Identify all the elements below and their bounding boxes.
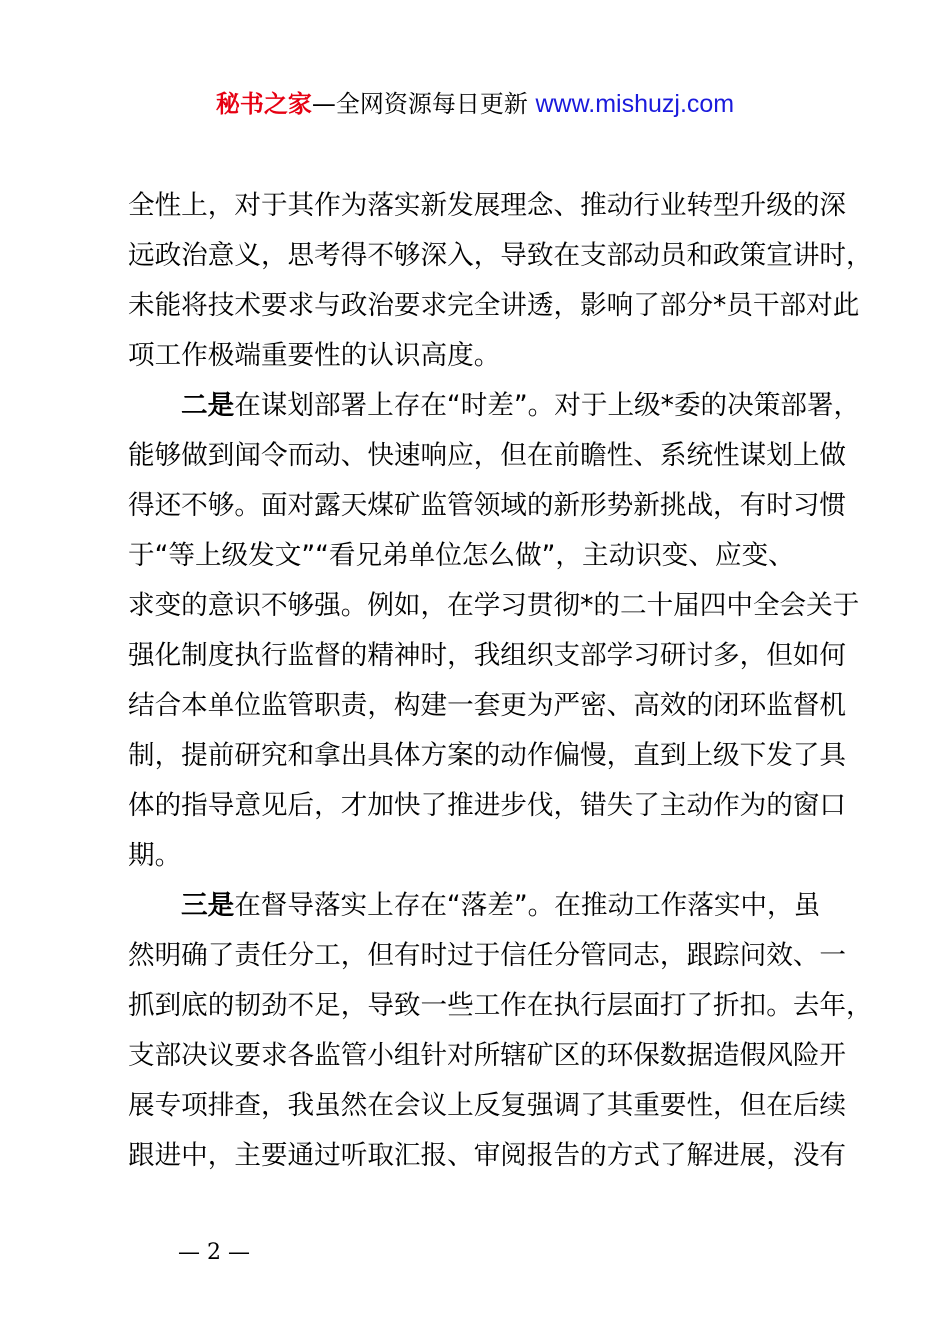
paragraph-2	[128, 381, 861, 881]
header-tagline: —全网资源每日更新	[311, 90, 528, 118]
paragraph-lead: 二是	[181, 390, 235, 421]
text-line: 求变的意识不够强。例如，在学习贯彻*的二十届四中全会关于	[128, 590, 860, 621]
text-line	[128, 381, 861, 431]
text-line: 强化制度执行监督的精神时，我组织支部学习研讨多，但如何	[128, 640, 847, 671]
text-line: 展专项排查，我虽然在会议上反复强调了其重要性，但在后续	[128, 1090, 847, 1121]
page-number: — 2 —	[178, 1240, 250, 1265]
document-body	[128, 181, 873, 1181]
text-line: 全性上，对于其作为落实新发展理念、推动行业转型升级的深	[128, 190, 847, 221]
text-line: 能够做到闻令而动、快速响应，但在前瞻性、系统性谋划上做	[128, 440, 847, 471]
site-url-link[interactable]: www.mishuzj.com	[535, 90, 735, 118]
paragraph-lead: 三是	[181, 890, 235, 921]
text-line-rest: 在督导落实上存在“落差”。在推动工作落实中，虽	[234, 890, 821, 921]
text-line: 制，提前研究和拿出具体方案的动作偏慢，直到上级下发了具	[128, 740, 847, 771]
text-line-rest: 在谋划部署上存在“时差”。对于上级*委的决策部署，	[234, 390, 861, 421]
text-line: 得还不够。面对露天煤矿监管领域的新形势新挑战，有时习惯	[128, 490, 847, 521]
text-line: 于“等上级发文”“看兄弟单位怎么做”，主动识变、应变、	[128, 540, 795, 571]
text-line: 未能将技术要求与政治要求完全讲透，影响了部分*员干部对此	[128, 290, 860, 321]
text-line: 然明确了责任分工，但有时过于信任分管同志，跟踪问效、一	[128, 940, 847, 971]
text-line: 抓到底的韧劲不足，导致一些工作在执行层面打了折扣。去年，	[128, 990, 873, 1021]
text-line: 支部决议要求各监管小组针对所辖矿区的环保数据造假风险开	[128, 1040, 847, 1071]
brand-name: 秘书之家	[215, 90, 312, 118]
paragraph-1	[128, 181, 873, 381]
text-line: 跟进中，主要通过听取汇报、审阅报告的方式了解进展，没有	[128, 1140, 847, 1171]
site-header	[0, 84, 950, 124]
text-line: 结合本单位监管职责，构建一套更为严密、高效的闭环监督机	[128, 690, 847, 721]
text-line: 期。	[128, 840, 182, 871]
text-line: 体的指导意见后，才加快了推进步伐，错失了主动作为的窗口	[128, 790, 847, 821]
text-line: 项工作极端重要性的认识高度。	[128, 340, 501, 371]
text-line	[128, 881, 833, 931]
paragraph-3	[128, 881, 873, 1181]
text-line: 远政治意义，思考得不够深入，导致在支部动员和政策宣讲时，	[128, 240, 873, 271]
